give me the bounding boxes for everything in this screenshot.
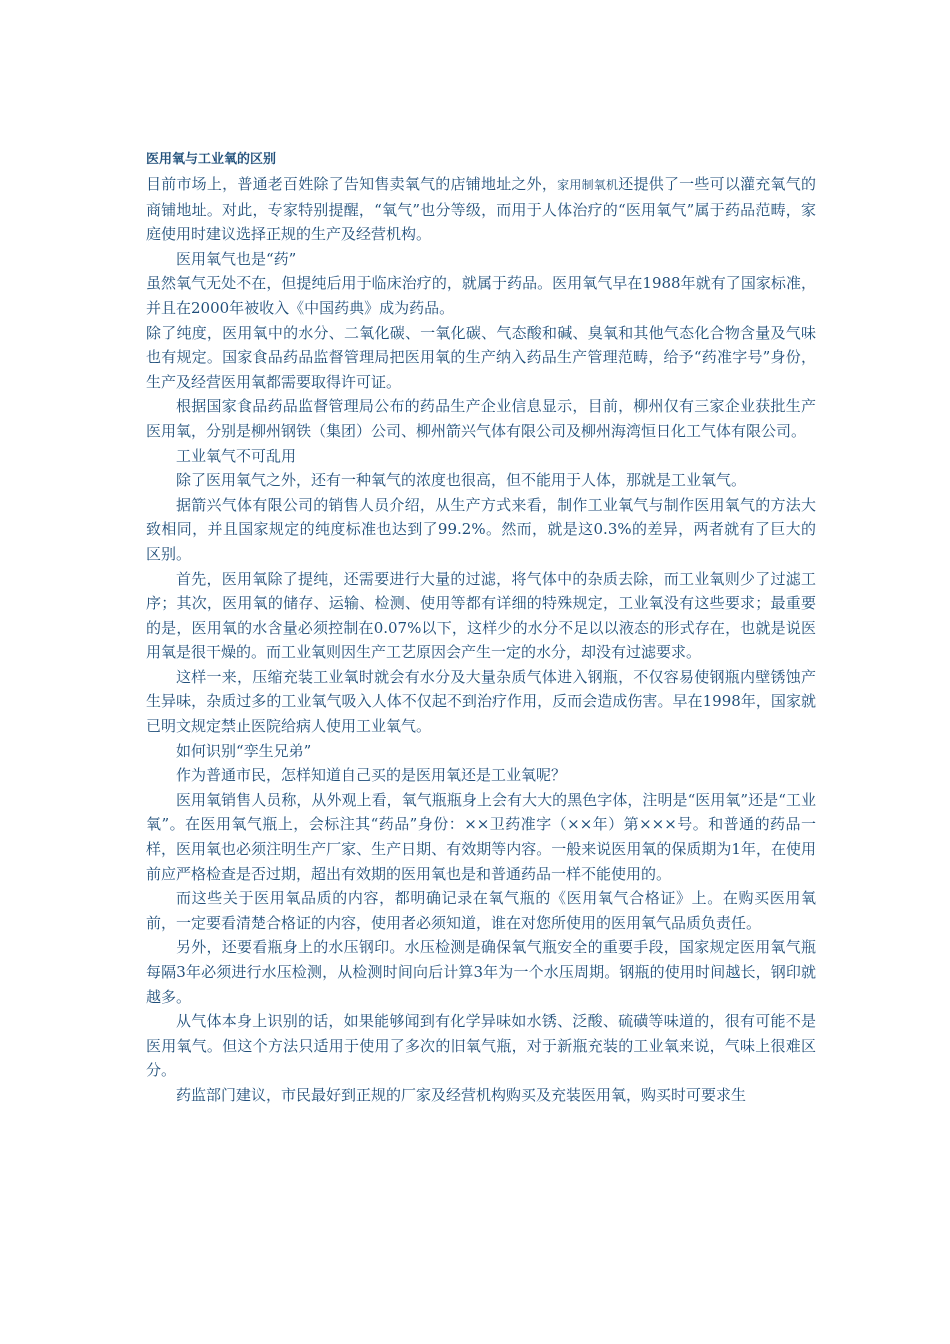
paragraph: 根据国家食品药品监督管理局公布的药品生产企业信息显示，目前，柳州仅有三家企业获批生产医用氧，分别是柳州钢铁（集团）公司、柳州箭兴气体有限公司及柳州海湾恒日化工气体有限公司。 <box>146 397 816 440</box>
paragraph: 药监部门建议，市民最好到正规的厂家及经营机构购买及充装医用氧，购买时可要求生 <box>176 1085 747 1104</box>
paragraph: 另外，还要看瓶身上的水压钢印。水压检测是确保氧气瓶安全的重要手段，国家规定医用氧气瓶每隔3年必须进行水压检测，从检测时间向后计算3年为一个水压周期。钢瓶的使用时间越长，钢印就越多。 <box>146 938 816 1006</box>
section-heading: 工业氧气不可乱用 <box>176 446 297 465</box>
paragraph: 首先，医用氧除了提纯，还需要进行大量的过滤，将气体中的杂质去除，而工业氧则少了过滤工序；其次，医用氧的储存、运输、检测、使用等都有详细的特殊规定，工业氧没有这些要求；最重要的是，医用氧的水含量必须控制在0.07%以下，这样少的水分不足以以液态的形式存在，也就是说医用氧是很干燥的。而工业氧则因生产工艺原因会产生一定的水分，却没有过滤要求。 <box>146 569 816 662</box>
paragraph: 除了纯度，医用氧中的水分、二氧化碳、一氧化碳、气态酸和碱、臭氧和其他气态化合物含量及气味也有规定。国家食品药品监督管理局把医用氧的生产纳入药品生产管理范畴，给予“药准字号”身份，生产及经营医用氧都需要取得许可证。 <box>146 323 816 391</box>
paragraph: 医用氧销售人员称，从外观上看，氧气瓶瓶身上会有大大的黑色字体，注明是“医用氧”还是“工业氧”。在医用氧气瓶上，会标注其“药品”身份：××卫药准字（××年）第×××号。和普通的药品一样，医用氧也必须注明生产厂家、生产日期、有效期等内容。一般来说医用氧的保质期为1年，在使用前应严格检查是否过期，超出有效期的医用氧也是和普通药品一样不能使用的。 <box>146 790 816 883</box>
intro-highlight: 家用制氧机 <box>557 178 619 192</box>
intro-text-part2: 还提供了一些可以灌充氧气的商铺地址。对此，专家特别提醒，“氧气”也分等级，而用于人体治疗的“医用氧气”属于药品范畴，家庭使用时建议选择正规的生产及经营机构。 <box>146 175 816 244</box>
paragraph: 除了医用氧气之外，还有一种氧气的浓度也很高，但不能用于人体，那就是工业氧气。 <box>176 471 747 490</box>
paragraph: 虽然氧气无处不在，但提纯后用于临床治疗的，就属于药品。医用氧气早在1988年就有了国家标准，并且在2000年被收入《中国药典》成为药品。 <box>146 274 816 317</box>
paragraph: 作为普通市民，怎样知道自己买的是医用氧还是工业氧呢？ <box>176 766 567 785</box>
intro-text-part1: 目前市场上，普通老百姓除了告知售卖氧气的店铺地址之外， <box>146 175 558 193</box>
section-heading: 如何识别“孪生兄弟” <box>176 741 312 760</box>
paragraph: 据箭兴气体有限公司的销售人员介绍，从生产方式来看，制作工业氧气与制作医用氧气的方法大致相同，并且国家规定的纯度标准也达到了99.2%。然而，就是这0.3%的差异，两者就有了巨大的区别。 <box>146 495 816 563</box>
paragraph: 从气体本身上识别的话，如果能够闻到有化学异味如水锈、泛酸、硫磺等味道的，很有可能不是医用氧气。但这个方法只适用于使用了多次的旧氧气瓶，对于新瓶充装的工业氧来说，气味上很难区分。 <box>146 1012 816 1080</box>
paragraph: 医用氧气也是“药” <box>176 249 297 268</box>
paragraph: 而这些关于医用氧品质的内容，都明确记录在氧气瓶的《医用氧气合格证》上。在购买医用氧前，一定要看清楚合格证的内容，使用者必须知道，谁在对您所使用的医用氧气品质负责任。 <box>146 889 816 932</box>
document-title: 医用氧与工业氧的区别 <box>146 152 277 167</box>
document-page <box>146 150 816 1108</box>
paragraph: 这样一来，压缩充装工业氧时就会有水分及大量杂质气体进入钢瓶，不仅容易使钢瓶内壁锈蚀产生异味，杂质过多的工业氧气吸入人体不仅起不到治疗作用，反而会造成伤害。早在1998年，国家就已明文规定禁止医院给病人使用工业氧气。 <box>146 667 816 736</box>
intro-paragraph <box>146 172 816 247</box>
